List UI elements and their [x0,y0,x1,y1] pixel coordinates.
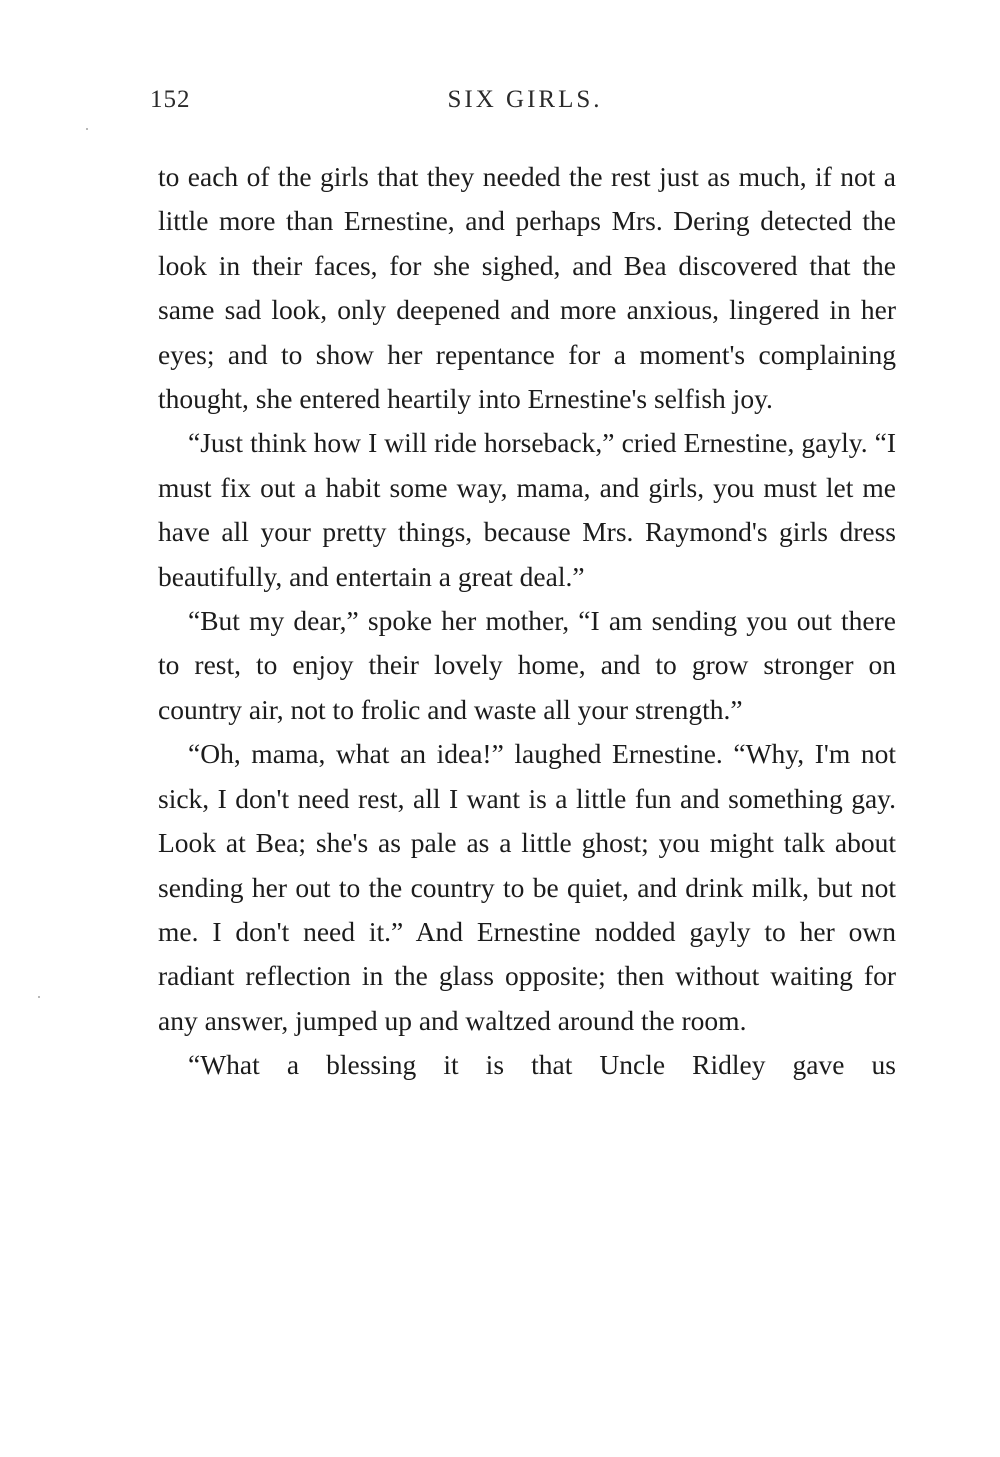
paragraph-uncle-ridley: “What a blessing it is that Uncle Ridley gave us [188,1049,896,1081]
paragraph-ride-horseback: “Just think how I will ride horseback,” cried Ernestine, gayly. “I must fix out a habit some way, mama, and girls, you must let me have all your pretty things, because Mrs. Raymond's girls dress beautifully, and entertain a great deal.” [158,427,896,592]
page-header [150,86,900,126]
page-number: 152 [150,86,191,113]
scan-speck [38,996,40,998]
scan-speck [86,128,88,130]
paragraph-mother-reply: “But my dear,” spoke her mother, “I am sending you out there to rest, to enjoy their lovely home, and to grow stronger on country air, not to frolic and waste all your strength.” [158,605,896,725]
paragraph-continued: to each of the girls that they needed the rest just as much, if not a little more than Ernestine, and perhaps Mrs. Dering detected the look in their faces, for she sighed, and Bea discovered that the same sad look, only deepened and more anxious, lingered in her eyes; and to show her repentance for a moment's complaining thought, she entered heartily into Ernestine's selfish joy. [158,161,896,415]
paragraph-ernestine-laughs: “Oh, mama, what an idea!” laughed Ernestine. “Why, I'm not sick, I don't need rest, all I want is a little fun and something gay. Look at Bea; she's as pale as a little ghost; you might talk about sending her out to the country to be quiet, and drink milk, but not me. I don't need it.” And Ernestine nodded gayly to her own radiant reflection in the glass opposite; then without waiting for any answer, jumped up and waltzed around the room. [158,738,896,1036]
running-head: SIX GIRLS. [447,86,603,113]
body-text [158,155,896,1088]
